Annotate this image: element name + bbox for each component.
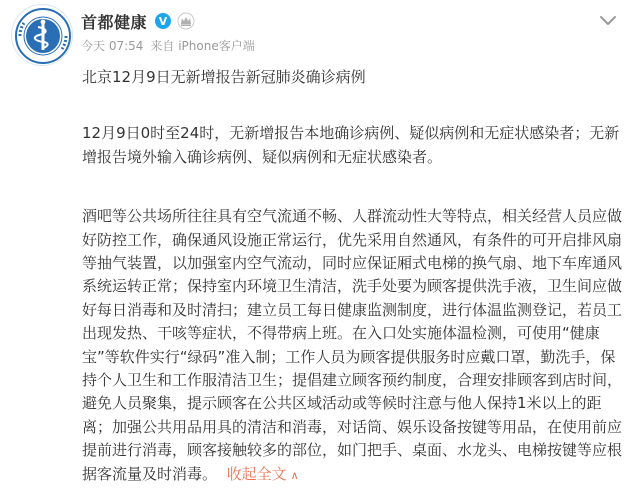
- post-headline: 北京12月9日无新增报告新冠肺炎确诊病例: [82, 68, 366, 86]
- verified-badge: V: [155, 13, 171, 29]
- post-source: 来自 iPhone客户端: [150, 39, 255, 53]
- post-timestamp[interactable]: 今天 07:54: [81, 39, 144, 53]
- author-row: [81, 8, 196, 34]
- post-paragraph-1: 12月9日0时至24时，无新增报告本地确诊病例、疑似病例和无症状感染者；无新增报告境外输入确诊病例、疑似病例和无症状感染者。: [82, 124, 620, 166]
- crown-icon[interactable]: [176, 12, 196, 30]
- post-content: [82, 66, 628, 487]
- collapse-arrow-icon[interactable]: ∧: [290, 468, 299, 482]
- avatar[interactable]: [11, 4, 73, 66]
- post-meta: [81, 37, 255, 54]
- health-logo-avatar: [12, 5, 73, 66]
- post-paragraph-2-text: 酒吧等公共场所往往具有空气流通不畅、人群流动性大等特点，相关经营人员应做好防控工作，确保通风设施正常运行，优先采用自然通风，有条件的可开启排风扇等抽气装置，以加强室内空气流动，同时应保证厢式电梯的换气扇、地下车库通风系统运转正常；保持室内环境卫生清洁，洗手处要为顾客提供洗手液，卫生间应做好每日消毒和及时清扫；建立员工每日健康监测制度，进行体温监测登记，若员工出现发热、干咳等症状，不得带病上班。在入口处实施体温检测，可使用“健康宝”等软件实行“绿码”准入制；工作人员为顾客提供服务时应戴口罩，勤洗手，保持个人卫生和工作服清洁卫生；提倡建立顾客预约制度，合理安排顾客到店时间，避免人员聚集，提示顾客在公共区域活动或等候时注意与他人保持1米以上的距离；加强公共用品用具的清洁和消毒，对话筒、娱乐设备按键等用品，在使用前应提前进行消毒，顾客接触较多的部位，如门把手、桌面、水龙头、电梯按键等应根据客流量及时消毒。: [82, 207, 623, 483]
- chevron-down-icon[interactable]: [598, 14, 618, 28]
- collapse-full-text-link[interactable]: 收起全文: [226, 464, 287, 483]
- post-paragraph-2: [82, 205, 628, 487]
- author-name[interactable]: 首都健康: [81, 12, 148, 32]
